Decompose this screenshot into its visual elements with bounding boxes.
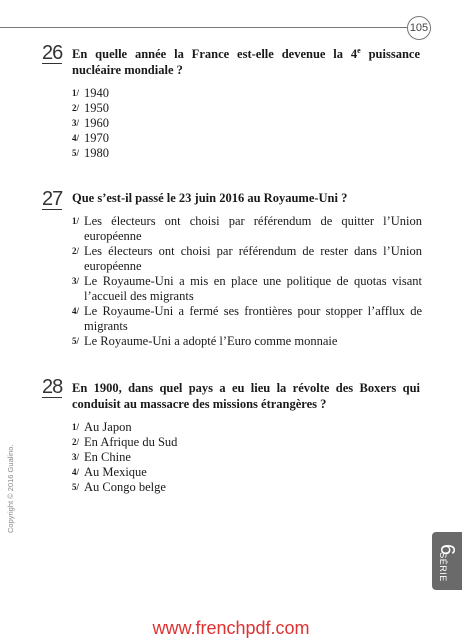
- question-text: [72, 46, 420, 78]
- answer-list: [72, 420, 422, 495]
- answer-number: 3/: [72, 452, 80, 462]
- answer-text: Au Congo belge: [84, 480, 166, 494]
- answer-list: [72, 214, 422, 349]
- answer-number: 2/: [72, 246, 80, 256]
- answer-text: Le Royaume-Uni a adopté l’Euro comme monnaie: [84, 334, 338, 348]
- question-text-start: En quelle année la France est-elle devenue la 4: [72, 47, 358, 61]
- question-number: 27: [42, 188, 63, 210]
- answer-option: [72, 420, 422, 435]
- answer-option: [72, 86, 422, 101]
- answer-text: Au Japon: [84, 420, 132, 434]
- answer-text: 1940: [84, 86, 109, 100]
- answer-option: [72, 480, 422, 495]
- answer-number: 3/: [72, 118, 80, 128]
- serie-number: 6: [436, 543, 459, 556]
- answer-number: 1/: [72, 216, 80, 226]
- answer-option: [72, 116, 422, 131]
- answer-number: 1/: [72, 422, 80, 432]
- watermark-link[interactable]: www.frenchpdf.com: [152, 618, 310, 638]
- answer-number: 4/: [72, 467, 80, 477]
- answer-option: [72, 244, 422, 274]
- question-text-end: puissance nucléaire mondiale ?: [72, 47, 420, 77]
- answer-text: Le Royaume-Uni a mis en place une politique de quotas visant l’accueil des migrants: [84, 274, 422, 303]
- answer-option: [72, 304, 422, 334]
- answer-number: 3/: [72, 276, 80, 286]
- answer-option: [72, 334, 422, 349]
- answer-number: 2/: [72, 437, 80, 447]
- copyright-notice: Copyright © 2016 Gualino.: [6, 444, 15, 533]
- header-rule: [0, 27, 408, 28]
- answer-text: Les électeurs ont choisi par référendum de quitter l’Union européenne: [84, 214, 422, 243]
- answer-text: Le Royaume-Uni a fermé ses frontières pour stopper l’afflux de migrants: [84, 304, 422, 333]
- answer-number: 5/: [72, 336, 80, 346]
- answer-option: [72, 131, 422, 146]
- answer-list: [72, 86, 422, 161]
- question-text: En 1900, dans quel pays a eu lieu la révolte des Boxers qui conduisit au massacre des missions étrangères ?: [72, 381, 420, 411]
- answer-option: [72, 146, 422, 161]
- answer-text: En Chine: [84, 450, 131, 464]
- answer-option: [72, 101, 422, 116]
- answer-number: 4/: [72, 306, 80, 316]
- answer-number: 4/: [72, 133, 80, 143]
- page-number: 105: [407, 16, 431, 40]
- answer-option: [72, 435, 422, 450]
- answer-number: 1/: [72, 88, 80, 98]
- question-text: Que s’est-il passé le 23 juin 2016 au Royaume-Uni ?: [72, 191, 348, 205]
- answer-text: 1950: [84, 101, 109, 115]
- serie-tab: [432, 532, 462, 590]
- answer-text: 1980: [84, 146, 109, 160]
- answer-text: 1970: [84, 131, 109, 145]
- answer-text: Au Mexique: [84, 465, 147, 479]
- answer-text: Les électeurs ont choisi par référendum de rester dans l’Union européenne: [84, 244, 422, 273]
- answer-number: 2/: [72, 103, 80, 113]
- superscript: e: [357, 45, 361, 55]
- answer-text: 1960: [84, 116, 109, 130]
- question-number: 28: [42, 376, 63, 398]
- answer-option: [72, 214, 422, 244]
- answer-option: [72, 465, 422, 480]
- serie-label: SÉRIE: [437, 552, 448, 582]
- answer-option: [72, 274, 422, 304]
- answer-option: [72, 450, 422, 465]
- answer-text: En Afrique du Sud: [84, 435, 178, 449]
- question-number: 26: [42, 42, 63, 64]
- answer-number: 5/: [72, 148, 80, 158]
- answer-number: 5/: [72, 482, 80, 492]
